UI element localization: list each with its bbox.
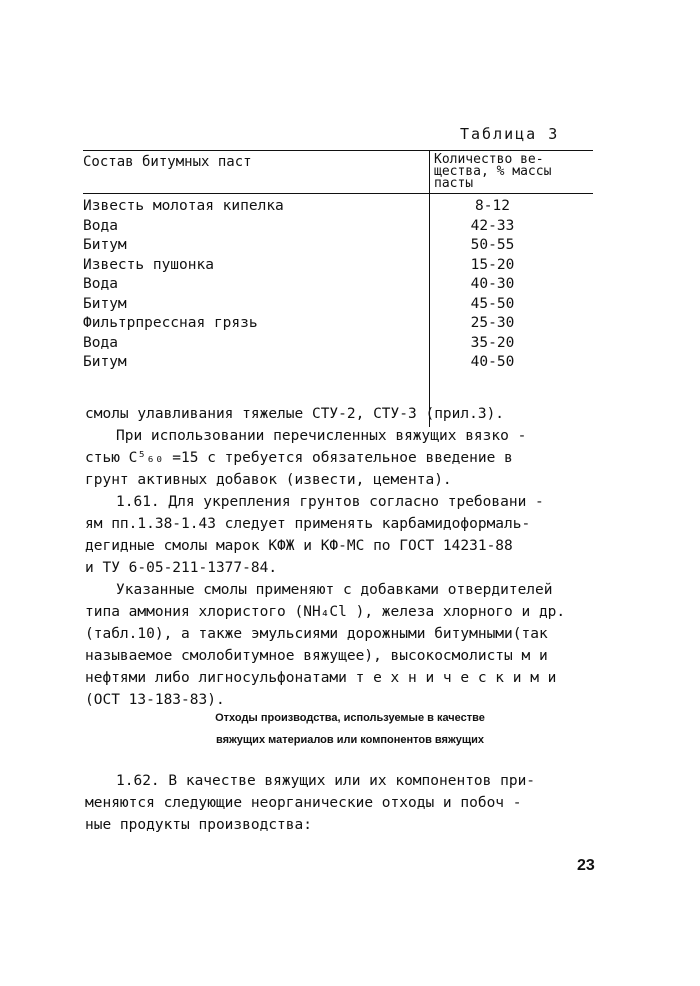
paragraph-line: ям пп.1.38-1.43 следует применять карбамидоформаль- <box>85 516 531 532</box>
composition-column <box>83 194 429 427</box>
paragraph-line: грунт активных добавок (извести, цемента). <box>85 472 452 488</box>
paragraph-line: При использовании перечисленных вяжущих вязко - <box>116 428 527 444</box>
paragraph-line: ные продукты производства: <box>85 817 312 833</box>
composition-table <box>83 150 593 427</box>
quantity-column <box>429 194 593 427</box>
row-name: Известь молотая кипелка <box>83 198 284 214</box>
header-quantity-line: Количество ве- <box>434 152 544 167</box>
paragraph-line: меняются следующие неорганические отходы и побоч - <box>85 795 522 811</box>
body-text-block-2 <box>85 770 595 836</box>
row-value: 42-33 <box>470 217 515 234</box>
section-heading <box>80 707 620 751</box>
header-quantity <box>429 151 593 193</box>
row-name: Известь пушонка <box>83 256 214 273</box>
paragraph-line: дегидные смолы марок КФЖ и КФ-МС по ГОСТ 14231-88 <box>85 538 513 554</box>
paragraph-line: называемое смолобитумное вяжущее), высокосмолисты м и <box>85 648 548 664</box>
row-name: Вода <box>83 334 118 351</box>
paragraph-line: 1.61. Для укрепления грунтов согласно требовани - <box>116 494 544 510</box>
row-value: 35-20 <box>470 334 515 351</box>
row-name: Вода <box>83 217 118 234</box>
page-number: 23 <box>577 857 595 874</box>
paragraph-line: и ТУ 6-05-211-1377-84. <box>85 560 278 576</box>
row-name: Вода <box>83 276 118 292</box>
paragraph-line: смолы улавливания тяжелые СТУ-2, СТУ-3 (прил.3). <box>85 406 505 422</box>
header-quantity-line: щества, % массы <box>434 164 552 179</box>
paragraph-line: нефтями либо лигносульфонатами т е х н и ч е с к и м и <box>85 670 557 686</box>
paragraph-line: (ОСТ 13-183-83). <box>85 692 225 708</box>
row-value: 50-55 <box>470 237 515 253</box>
header-quantity-line: пасты <box>434 176 474 191</box>
row-name: Битум <box>83 237 127 253</box>
row-value: 45-50 <box>470 295 515 312</box>
row-value: 8-12 <box>475 198 510 214</box>
row-value: 40-50 <box>470 354 515 370</box>
paragraph-line: стью C⁵₆₀ =15 с требуется обязательное введение в <box>85 450 513 466</box>
table-body <box>83 194 593 427</box>
paragraph-line: типа аммония хлористого (NH₄Cl ), железа хлорного и др. <box>85 604 566 620</box>
table-caption: Таблица 3 <box>460 125 560 143</box>
section-heading-line: вяжущих материалов или компонентов вяжущих <box>215 734 485 746</box>
row-name: Фильтрпрессная грязь <box>83 315 258 331</box>
paragraph-line: (табл.10), а также эмульсиями дорожными битумными(так <box>85 626 548 642</box>
row-value: 25-30 <box>470 315 515 331</box>
row-name: Битум <box>83 295 127 312</box>
row-value: 40-30 <box>470 276 515 292</box>
row-name: Битум <box>83 354 127 370</box>
table-header <box>83 151 593 194</box>
body-text-block-1 <box>85 403 595 711</box>
paragraph-line: 1.62. В качестве вяжущих или их компонентов при- <box>116 773 536 789</box>
section-heading-line: Отходы производства, используемые в качестве <box>215 712 485 724</box>
paragraph-line: Указанные смолы применяют с добавками отвердителей <box>116 582 553 598</box>
row-value: 15-20 <box>470 256 515 273</box>
header-composition: Состав битумных паст <box>83 154 252 170</box>
